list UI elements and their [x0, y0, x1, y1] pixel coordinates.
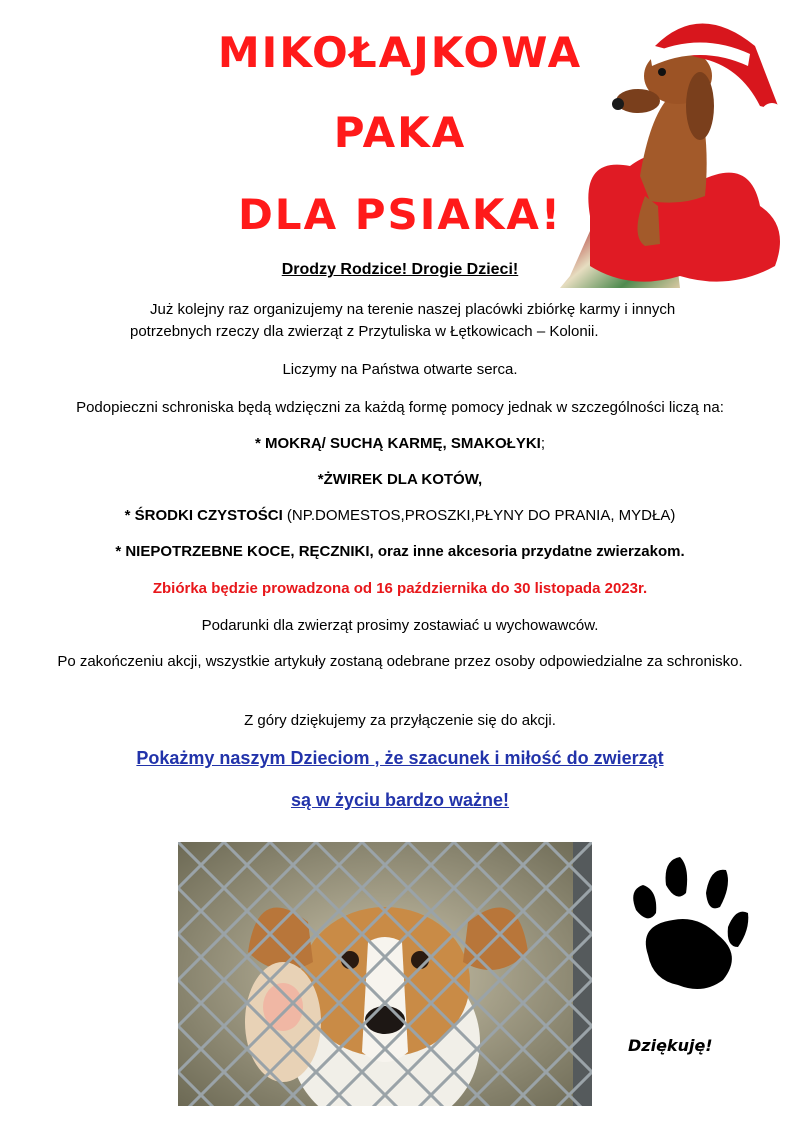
item-food-bold: * MOKRĄ/ SUCHĄ KARMĘ, SMAKOŁYKI: [254, 435, 541, 452]
intro-paragraph: Już kolejny raz organizujemy na terenie naszej placówki zbiórkę karmy i innych potrzebnych rzeczy dla zwierząt z Przytuliska w Łętkowicach – Kolonii.: [130, 301, 676, 340]
puppy-fence-photo: [178, 842, 592, 1106]
signature-thanks: Dziękuję!: [628, 1036, 713, 1055]
item-cleaning-rest: (NP.DOMESTOS,PROSZKI,PŁYNY DO PRANIA, MYDŁA): [282, 507, 676, 524]
wards-paragraph: Podopieczni schroniska będą wdzięczni za każdą formę pomocy jednak w szczególności liczą na:: [76, 399, 724, 416]
gifts-paragraph: Podarunki dla zwierząt prosimy zostawiać u wychowawców.: [201, 617, 599, 634]
thanks-ahead-paragraph: Z góry dziękujemy za przyłączenie się do akcji.: [244, 712, 556, 729]
item-litter: *ŻWIREK DLA KOTÓW,: [317, 471, 483, 488]
dachshund-gift-image: [550, 6, 790, 288]
after-paragraph: Po zakończeniu akcji, wszystkie artykuły zostaną odebrane przez osoby odpowiedzialne za schronisko.: [57, 653, 743, 670]
slogan-line-1: Pokażmy naszym Dzieciom , że szacunek i miłość do zwierząt: [136, 748, 664, 768]
item-cleaning-bold: * ŚRODKI CZYSTOŚCI: [124, 507, 283, 524]
hearts-paragraph: Liczymy na Państwa otwarte serca.: [282, 361, 518, 378]
title-line-1: MIKOŁAJKOWA: [217, 28, 583, 77]
item-cleaning: [20, 505, 780, 527]
slogan-line-2: są w życiu bardzo ważne!: [290, 790, 510, 810]
paw-print-icon: [628, 855, 750, 997]
item-blankets: * NIEPOTRZEBNE KOCE, RĘCZNIKI, oraz inne akcesoria przydatne zwierzakom.: [115, 543, 685, 560]
title-line-3: DLA PSIAKA!: [237, 190, 563, 239]
item-food-rest: ;: [540, 435, 545, 452]
greeting-heading: Drodzy Rodzice! Drogie Dzieci!: [281, 261, 519, 278]
item-food: [20, 433, 780, 455]
title-line-2: PAKA: [333, 108, 467, 157]
collection-dates: Zbiórka będzie prowadzona od 16 października do 30 listopada 2023r.: [152, 580, 648, 597]
